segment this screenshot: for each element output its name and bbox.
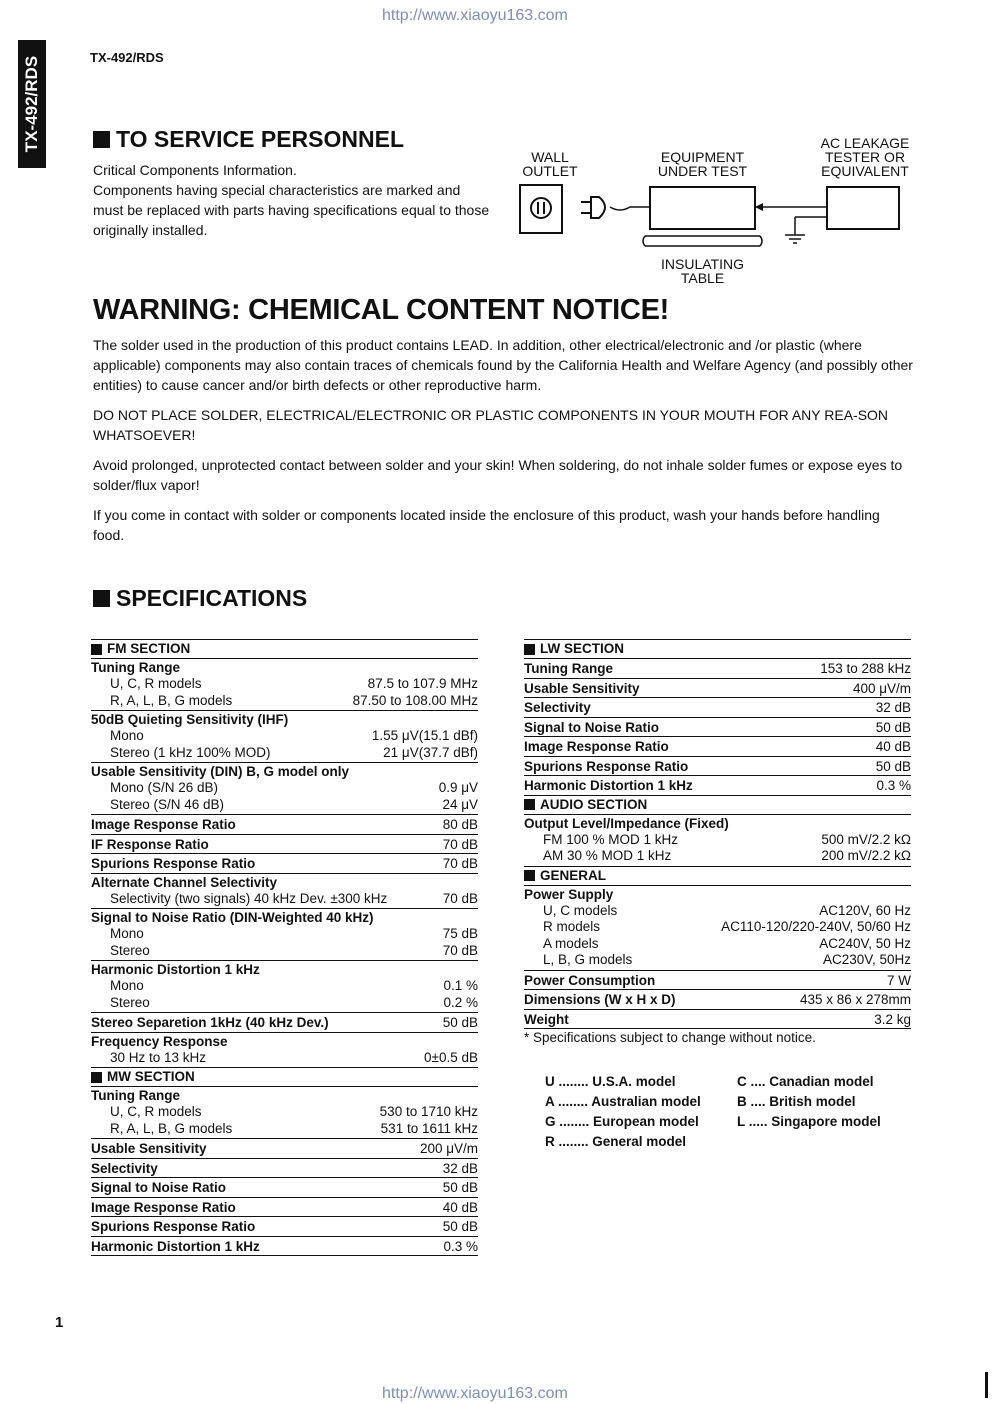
fm-spurious-ratio [91, 853, 478, 873]
mw-tuning-range [91, 1086, 478, 1138]
mw-section-header [91, 1067, 478, 1086]
fm-quieting [91, 710, 478, 762]
audio-section-title: AUDIO SECTION [540, 796, 648, 812]
lw-usable [524, 678, 911, 698]
spec-key: L, B, G models [543, 952, 633, 967]
square-bullet-icon [524, 799, 535, 810]
spec-value: 0.3 % [876, 778, 911, 793]
insulating-table-label: INSULATING TABLE [661, 256, 744, 286]
spec-value: 200 μV/m [419, 1141, 478, 1156]
warning-paragraph-3 [93, 455, 913, 495]
equipment-label: EQUIPMENT UNDER TEST [657, 149, 748, 179]
square-bullet-icon [524, 870, 535, 881]
spec-value: 7 W [886, 972, 911, 988]
spec-key: Dimensions (W x H x D) [524, 992, 676, 1007]
side-tab [18, 40, 46, 168]
spec-value: 75 dB [442, 926, 478, 941]
spec-key: Harmonic Distortion 1 kHz [524, 778, 693, 793]
spec-column-right [524, 639, 911, 1045]
spec-value: 24 μV [442, 796, 478, 812]
general-section-title: GENERAL [540, 867, 607, 883]
spec-key: Stereo [110, 994, 150, 1010]
spec-key: A models [543, 935, 599, 951]
service-heading-text: TO SERVICE PERSONNEL [116, 126, 404, 152]
spec-key: Power Consumption [524, 972, 656, 988]
legend-item: G ........ European model [545, 1114, 699, 1129]
spec-key: Spurions Response Ratio [524, 758, 689, 774]
spec-value: 70 dB [442, 942, 478, 958]
spec-key: FM 100 % MOD 1 kHz [543, 831, 679, 847]
wall-outlet-label: WALL OUTLET [522, 149, 578, 179]
spec-label: Power Supply [524, 886, 614, 902]
fm-snr [91, 908, 478, 960]
spec-label: Harmonic Distortion 1 kHz [91, 962, 260, 977]
spec-value: 87.50 to 108.00 MHz [352, 692, 478, 708]
fm-harmonic [91, 960, 478, 1012]
general-weight [524, 1009, 911, 1030]
spec-key: Image Response Ratio [524, 739, 669, 754]
spec-value: 0.1 % [443, 978, 478, 993]
spec-key: R, A, L, B, G models [110, 1120, 233, 1136]
mw-snr [91, 1177, 478, 1197]
spec-value: 50 dB [442, 1015, 478, 1030]
lw-selectivity [524, 697, 911, 717]
page-number: 1 [55, 1314, 64, 1331]
spec-value: 21 μV(37.7 dBf) [383, 744, 478, 760]
spec-value: 1.55 μV(15.1 dBf) [371, 728, 478, 743]
spec-value: 153 to 288 kHz [820, 661, 911, 676]
spec-value: 500 mV/2.2 kΩ [821, 831, 911, 847]
spec-key: Image Response Ratio [91, 1199, 236, 1215]
bottom-url[interactable]: http://www.xiaoyu163.com [382, 1385, 568, 1402]
spec-key: Harmonic Distortion 1 kHz [91, 1238, 260, 1254]
general-power-supply [524, 885, 911, 970]
spec-key: U, C, R models [110, 1104, 202, 1119]
spec-value: 70 dB [442, 890, 478, 906]
lw-spurious [524, 756, 911, 776]
top-url[interactable]: http://www.xiaoyu163.com [382, 7, 568, 24]
legend-item: C .... Canadian model [737, 1074, 874, 1089]
spec-value: 530 to 1710 kHz [379, 1104, 478, 1119]
lw-harmonic [524, 775, 911, 795]
warning-paragraph-1 [93, 335, 913, 395]
spec-value: 40 dB [875, 739, 911, 754]
spec-key: Selectivity (two signals) 40 kHz Dev. ±300 kHz [110, 890, 388, 906]
spec-value: 0.9 μV [438, 780, 478, 795]
spec-label: Alternate Channel Selectivity [91, 874, 278, 890]
mw-selectivity [91, 1158, 478, 1178]
spec-key: R, A, L, B, G models [110, 692, 233, 708]
spec-note: * Specifications subject to change without notice. [524, 1030, 816, 1045]
warning-text-3: Avoid prolonged, unprotected contact between solder and your skin! When soldering, do not inhale solder fumes or expose eyes to solder/flux vapor! [93, 457, 903, 493]
spec-key: Signal to Noise Ratio [524, 719, 660, 735]
fm-if-ratio [91, 834, 478, 854]
warning-paragraph-2 [93, 405, 913, 445]
spec-value: AC110-120/220-240V, 50/60 Hz [721, 919, 911, 934]
spec-key: Weight [524, 1011, 569, 1027]
spec-value: 32 dB [875, 700, 911, 715]
spec-key: Tuning Range [524, 661, 613, 676]
spec-key: Mono [110, 926, 144, 941]
spec-value: 3.2 kg [874, 1011, 911, 1027]
legend-item: L ..... Singapore model [737, 1114, 881, 1129]
spec-value: 531 to 1611 kHz [380, 1120, 478, 1136]
spec-label: Tuning Range [91, 660, 180, 675]
spec-key: Mono [110, 728, 144, 743]
spec-key: Selectivity [524, 700, 591, 715]
legend-item: B .... British model [737, 1094, 856, 1109]
spec-key: Image Response Ratio [91, 817, 236, 832]
edge-mark [985, 1372, 988, 1398]
spec-value: AC230V, 50Hz [822, 952, 911, 967]
spec-key: Spurions Response Ratio [91, 856, 256, 871]
spec-label: Output Level/Impedance (Fixed) [524, 815, 729, 831]
spec-label: Signal to Noise Ratio (DIN-Weighted 40 kHz) [91, 910, 374, 925]
spec-value: 435 x 86 x 278mm [799, 992, 911, 1007]
spec-key: Signal to Noise Ratio [91, 1180, 227, 1195]
lw-tuning [524, 658, 911, 678]
fm-alternate-selectivity [91, 873, 478, 909]
spec-value: 87.5 to 107.9 MHz [367, 676, 478, 691]
mw-image [91, 1197, 478, 1217]
fm-usable-din [91, 762, 478, 814]
spec-value: 50 dB [442, 1219, 478, 1234]
spec-key: Mono [110, 978, 144, 993]
service-heading [93, 126, 404, 153]
general-dimensions [524, 989, 911, 1009]
lw-section-header [524, 639, 911, 658]
spec-key: Usable Sensitivity [524, 680, 640, 696]
spec-key: U, C models [543, 902, 618, 918]
spec-key: IF Response Ratio [91, 836, 209, 852]
mw-spurious [91, 1216, 478, 1236]
spec-key: Stereo (1 kHz 100% MOD) [110, 744, 271, 760]
spec-value: 50 dB [442, 1180, 478, 1195]
warning-text-1: The solder used in the production of this product contains LEAD. In addition, other electrical/electronic and /or plastic (where applicable) components may also contain traces of chemicals found by the California Health and Welfare Agency (and possibly other entities) to cause cancer and/or birth defects or other reproductive harm. [93, 337, 913, 393]
audio-section-header [524, 795, 911, 814]
warning-paragraph-4 [93, 505, 913, 545]
spec-key: Stereo (S/N 46 dB) [110, 796, 225, 812]
spec-key: 30 Hz to 13 kHz [110, 1049, 207, 1065]
fm-section-title: FM SECTION [107, 641, 191, 656]
ac-leakage-label: AC LEAKAGE TESTER OR EQUIVALENT [820, 135, 910, 179]
mw-usable [91, 1138, 478, 1158]
fm-image-ratio [91, 814, 478, 834]
fm-section-header [91, 639, 478, 658]
spec-key: Selectivity [91, 1160, 158, 1176]
spec-value: AC240V, 50 Hz [819, 935, 911, 951]
lw-image [524, 736, 911, 756]
spec-label: Frequency Response [91, 1033, 228, 1049]
spec-value: 80 dB [442, 817, 478, 832]
square-bullet-icon [93, 131, 110, 148]
spec-column-left [91, 639, 478, 1256]
general-power-consumption [524, 970, 911, 990]
audio-output [524, 814, 911, 866]
fm-frequency-response [91, 1032, 478, 1068]
mw-harmonic [91, 1236, 478, 1257]
spec-value: 200 mV/2.2 kΩ [821, 848, 911, 863]
spec-key: Spurions Response Ratio [91, 1219, 256, 1234]
spec-label: 50dB Quieting Sensitivity (IHF) [91, 712, 289, 727]
spec-value: 40 dB [442, 1199, 478, 1215]
spec-label: Usable Sensitivity (DIN) B, G model only [91, 764, 350, 779]
spec-label: Tuning Range [91, 1088, 180, 1103]
legend-item: R ........ General model [545, 1134, 687, 1149]
spec-value: 32 dB [442, 1160, 478, 1176]
spec-key: U, C, R models [110, 676, 202, 691]
model-name: TX-492/RDS [90, 50, 164, 65]
specifications-heading-text: SPECIFICATIONS [116, 585, 308, 611]
diagram-drawing [515, 135, 925, 295]
spec-value: 400 μV/m [852, 680, 911, 696]
spec-value: 0.2 % [443, 994, 478, 1010]
side-tab-label: TX-492/RDS [22, 55, 41, 153]
spec-value: 0.3 % [443, 1238, 478, 1254]
lw-section-title: LW SECTION [540, 641, 624, 656]
warning-text-4: If you come in contact with solder or components located inside the enclosure of this product, wash your hands before handling food. [93, 507, 880, 543]
spec-value: 70 dB [442, 856, 478, 871]
legend-item: U ........ U.S.A. model [545, 1074, 676, 1089]
square-bullet-icon [91, 1072, 102, 1083]
fm-tuning-range [91, 658, 478, 710]
model-legend [545, 1072, 881, 1152]
legend-item: A ........ Australian model [545, 1094, 701, 1109]
leakage-test-diagram [515, 135, 925, 295]
spec-key: Stereo [110, 942, 150, 958]
square-bullet-icon [524, 644, 535, 655]
spec-value: 0±0.5 dB [424, 1049, 478, 1065]
warning-title: WARNING: CHEMICAL CONTENT NOTICE! [93, 294, 669, 326]
lw-snr [524, 717, 911, 737]
specifications-heading [93, 585, 307, 612]
square-bullet-icon [91, 644, 102, 655]
mw-section-title: MW SECTION [107, 1069, 195, 1084]
spec-key: AM 30 % MOD 1 kHz [543, 848, 672, 863]
spec-key: Stereo Separetion 1kHz (40 kHz Dev.) [91, 1015, 329, 1030]
warning-text-2: DO NOT PLACE SOLDER, ELECTRICAL/ELECTRONIC OR PLASTIC COMPONENTS IN YOUR MOUTH FOR ANY REA-SON WHATSOEVER! [93, 407, 889, 443]
service-text: Critical Components Information. Components having special characteristics are marked and must be replaced with parts having specifications equal to those originally installed. [93, 162, 490, 238]
spec-key: Usable Sensitivity [91, 1141, 207, 1156]
spec-value: AC120V, 60 Hz [819, 902, 911, 918]
spec-value: 70 dB [442, 836, 478, 852]
spec-value: 50 dB [875, 758, 911, 774]
spec-value: 50 dB [875, 719, 911, 735]
spec-key: Mono (S/N 26 dB) [110, 780, 219, 795]
general-section-header [524, 866, 911, 885]
fm-separation [91, 1012, 478, 1032]
spec-key: R models [543, 919, 601, 934]
square-bullet-icon [93, 590, 110, 607]
